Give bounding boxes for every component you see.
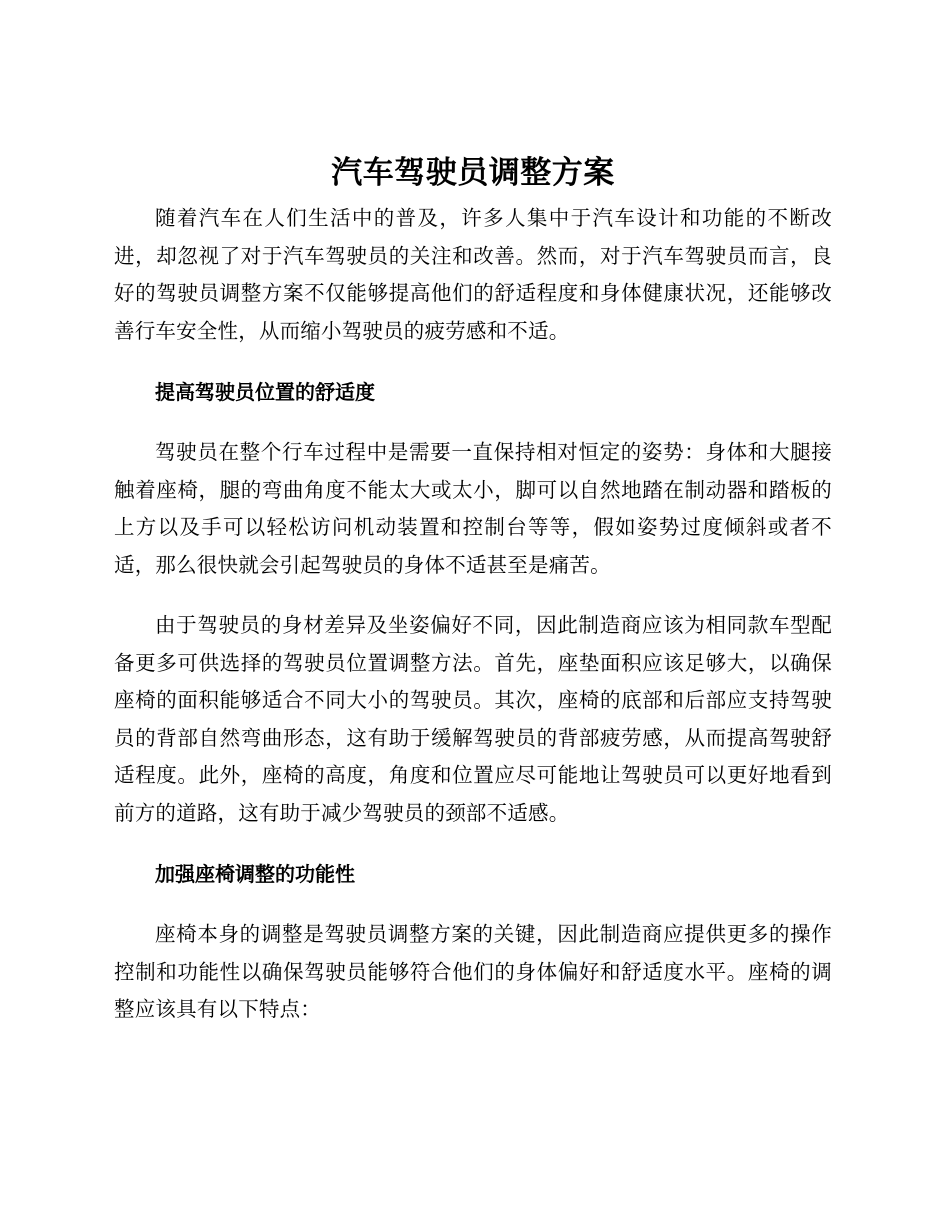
- section-heading-comfort: 提高驾驶员位置的舒适度: [155, 380, 375, 404]
- paragraph-intro: 随着汽车在人们生活中的普及，许多人集中于汽车设计和功能的不断改进，却忽视了对于汽车驾驶员的关注和改善。然而，对于汽车驾驶员而言，良好的驾驶员调整方案不仅能够提高他们的舒适程度和身体健康状况，还能够改善行车安全性，从而缩小驾驶员的疲劳感和不适。: [114, 206, 832, 343]
- section-heading-seat-function: 加强座椅调整的功能性: [155, 862, 355, 886]
- paragraph-posture: 驾驶员在整个行车过程中是需要一直保持相对恒定的姿势：身体和大腿接触着座椅，腿的弯曲角度不能太大或太小，脚可以自然地踏在制动器和踏板的上方以及手可以轻松访问机动装置和控制台等等，假如姿势过度倾斜或者不适，那么很快就会引起驾驶员的身体不适甚至是痛苦。: [114, 440, 832, 577]
- paragraph-position-adjustment: 由于驾驶员的身材差异及坐姿偏好不同，因此制造商应该为相同款车型配备更多可供选择的驾驶员位置调整方法。首先，座垫面积应该足够大，以确保座椅的面积能够适合不同大小的驾驶员。其次，座椅的底部和后部应支持驾驶员的背部自然弯曲形态，这有助于缓解驾驶员的背部疲劳感，从而提高驾驶舒适程度。此外，座椅的高度，角度和位置应尽可能地让驾驶员可以更好地看到前方的道路，这有助于减少驾驶员的颈部不适感。: [114, 613, 832, 825]
- document-title: 汽车驾驶员调整方案: [331, 155, 615, 191]
- paragraph-seat-adjustment: 座椅本身的调整是驾驶员调整方案的关键，因此制造商应提供更多的操作控制和功能性以确保驾驶员能够符合他们的身体偏好和舒适度水平。座椅的调整应该具有以下特点：: [114, 922, 832, 1021]
